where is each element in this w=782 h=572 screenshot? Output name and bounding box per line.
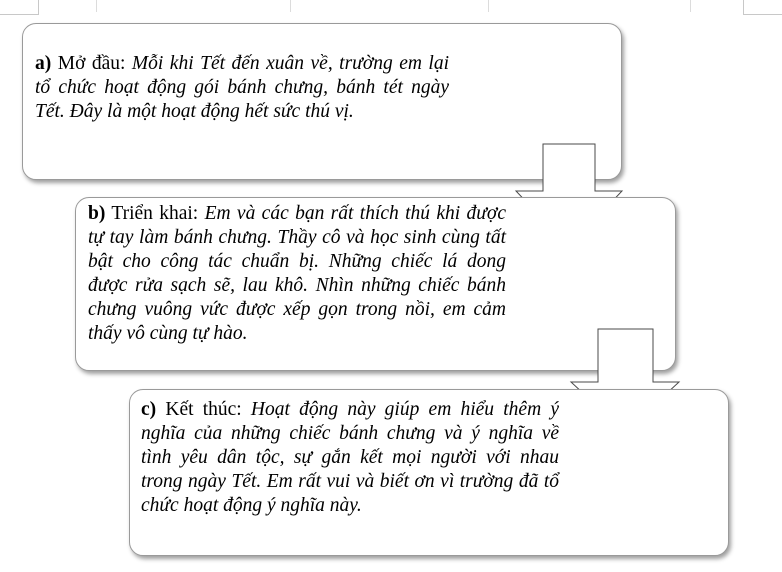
step-marker: b) [88,203,106,224]
step-text-development [88,202,506,346]
page-edge-mark [690,0,691,12]
page-corner-left [0,0,39,15]
page-edge-mark [488,0,489,12]
step-label: Triển khai: [111,203,199,224]
step-marker: c) [141,399,157,420]
step-label: Mở đầu: [57,53,126,74]
step-text-conclusion [141,398,559,518]
step-label: Kết thúc: [165,399,242,420]
step-text-intro [35,52,449,124]
step-body: Hoạt động này giúp em hiểu thêm ý nghĩa của những chiếc bánh chưng và ý nghĩa về tình yêu dân tộc, sự gắn kết mọi người với nhau trong ngày Tết. Em rất vui và biết ơn vì trường đã tổ chức hoạt động ý nghĩa này. [141,399,560,516]
page-edge-mark [290,0,291,12]
page-corner-right [743,0,782,15]
step-body: Mỗi khi Tết đến xuân về, trường em lại tổ chức hoạt động gói bánh chưng, bánh tét ngày Tết. Đây là một hoạt động hết sức thú vị. [35,53,449,122]
page-edge-mark [96,0,97,12]
step-marker: a) [35,53,52,74]
step-body: Em và các bạn rất thích thú khi được tự tay làm bánh chưng. Thầy cô và học sinh cùng tất bật cho công tác chuẩn bị. Những chiếc lá dong được rửa sạch sẽ, lau khô. Nhìn những chiếc bánh chưng vuông vức được xếp gọn trong nồi, em cảm thấy vô cùng tự hào. [88,203,506,344]
